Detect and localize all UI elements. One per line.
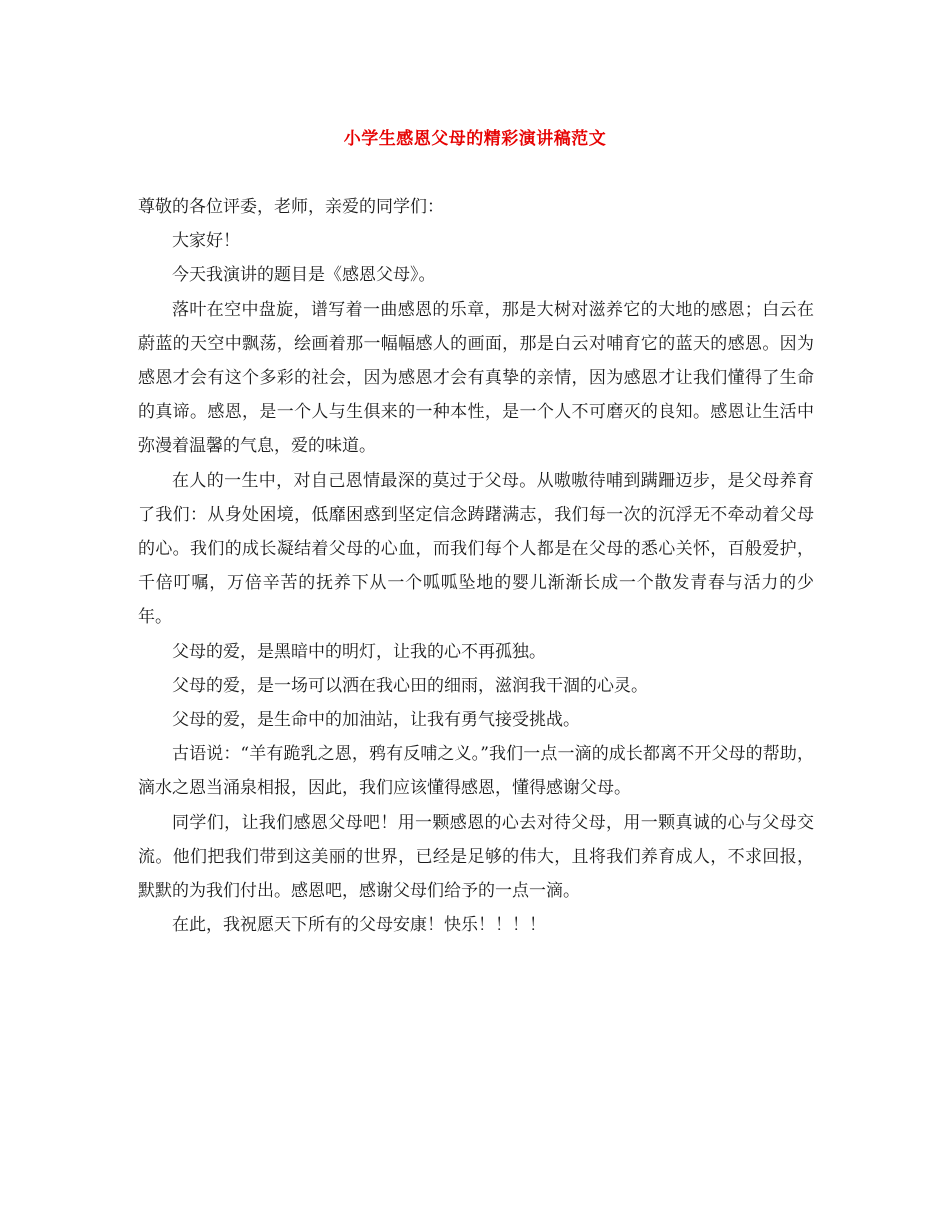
document-title: 小学生感恩父母的精彩演讲稿范文 bbox=[343, 129, 607, 149]
paragraph-love-rain: 父母的爱，是一场可以洒在我心田的细雨，滋润我干涸的心灵。 bbox=[172, 675, 648, 696]
paragraph-closing: 在此，我祝愿天下所有的父母安康！快乐！！！！ bbox=[172, 915, 546, 936]
paragraph-appeal: 同学们，让我们感恩父母吧！用一颗感恩的心去对待父母，用一颗真诚的心与父母交流。他们把我们带到这美丽的世界，已经是足够的伟大，且将我们养育成人，不求回报，默默的为我们付出。感恩吧，感谢父母们给予的一点一滴。 bbox=[138, 812, 814, 902]
paragraph-topic: 今天我演讲的题目是《感恩父母》。 bbox=[172, 265, 436, 286]
paragraph-gratitude: 落叶在空中盘旋，谱写着一曲感恩的乐章，那是大树对滋养它的大地的感恩；白云在蔚蓝的天空中飘荡，绘画着那一幅幅感人的画面，那是白云对哺育它的蓝天的感恩。因为感恩才会有这个多彩的社会，因为感恩才会有真挚的亲情，因为感恩才让我们懂得了生命的真谛。感恩，是一个人与生俱来的一种本性，是一个人不可磨灭的良知。感恩让生活中弥漫着温馨的气息，爱的味道。 bbox=[138, 299, 814, 457]
salutation: 尊敬的各位评委，老师，亲爱的同学们： bbox=[138, 197, 444, 217]
paragraph-parents: 在人的一生中，对自己恩情最深的莫过于父母。从嗷嗷待哺到蹒跚迈步，是父母养育了我们：从身处困境，低靡困惑到坚定信念踌躇满志，我们每一次的沉浮无不牵动着父母的心。我们的成长凝结着父母的心血，而我们每个人都是在父母的悉心关怀，百般爱护，千倍叮嘱，万倍辛苦的抚养下从一个呱呱坠地的婴儿渐渐长成一个散发青春与活力的少年。 bbox=[138, 470, 814, 628]
paragraph-greeting: 大家好！ bbox=[172, 231, 240, 252]
paragraph-love-lamp: 父母的爱，是黑暗中的明灯，让我的心不再孤独。 bbox=[172, 641, 546, 662]
paragraph-love-station: 父母的爱，是生命中的加油站，让我有勇气接受挑战。 bbox=[172, 710, 580, 731]
document-body bbox=[138, 190, 814, 942]
paragraph-proverb: 古语说：“羊有跪乳之恩，鸦有反哺之义。”我们一点一滴的成长都离不开父母的帮助，滴水之恩当涌泉相报，因此，我们应该懂得感恩，懂得感谢父母。 bbox=[138, 744, 814, 799]
